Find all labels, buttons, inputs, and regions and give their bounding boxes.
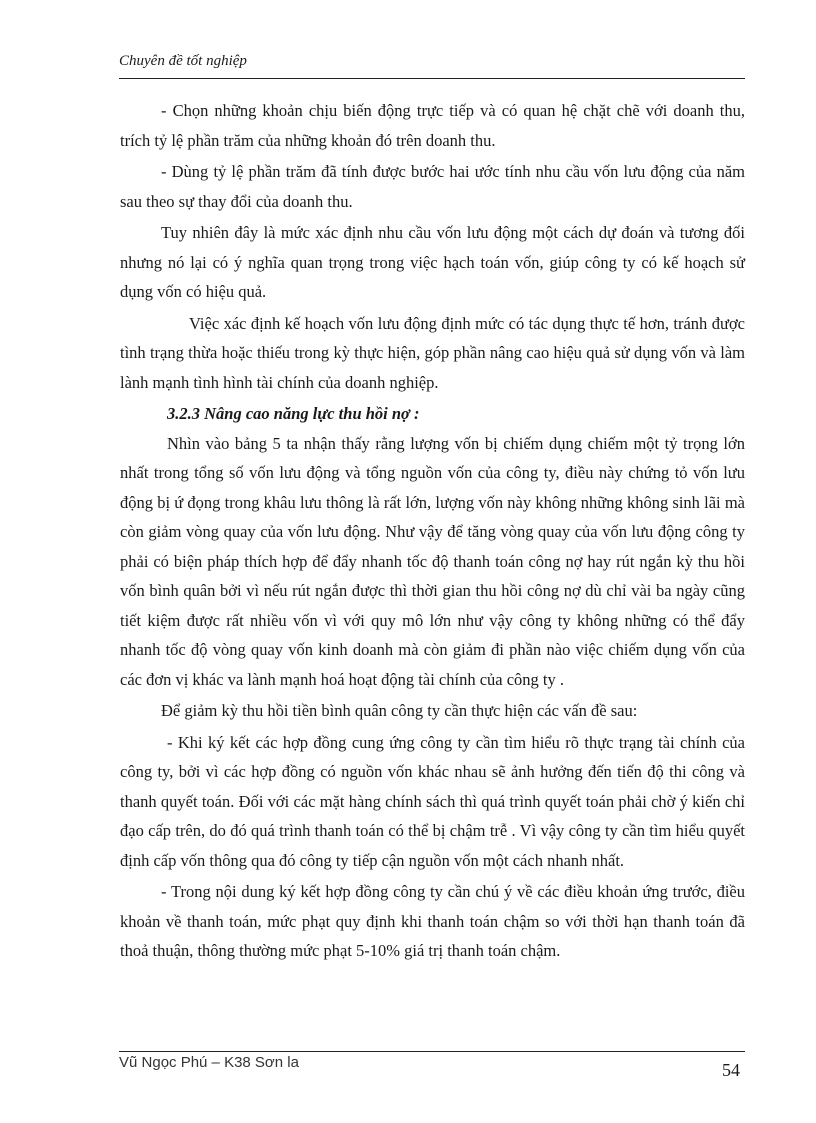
paragraph: Nhìn vào bảng 5 ta nhận thấy rằng lượng vốn bị chiếm dụng chiếm một tỷ trọng lớn nhất trong tổng số vốn lưu động và tổng nguồn vốn của công ty, điều này chứng tỏ vốn lưu động bị ứ đọng trong khâu lưu thông là rất lớn, lượng vốn này không những không sinh lãi mà còn giảm vòng quay của vốn lưu động. Như vậy để tăng vòng quay của vốn lưu động công ty phải có biện pháp thích hợp để đẩy nhanh tốc độ thanh toán công nợ hay rút ngắn kỳ thu hồi vốn bình quân bởi vì nếu rút ngắn được thì thời gian thu hồi công nợ dù chỉ vài ba ngày cũng tiết kiệm được rất nhiều vốn vì với quy mô lớn như vậy công ty không những có thể đẩy nhanh tốc độ vòng quay vốn kinh doanh mà còn giảm đi phần nào việc chiếm dụng vốn của các đơn vị khác va lành mạnh hoá hoạt động tài chính của công ty .: [120, 433, 745, 689]
header-title: Chuyên đề tốt nghiệp: [119, 53, 247, 69]
paragraph-bullet: - Khi ký kết các hợp đồng cung ứng công ty cần tìm hiểu rõ thực trạng tài chính của công ty, bởi vì các hợp đồng có nguồn vốn khác nhau sẽ ảnh hưởng đến tiến độ thi công và thanh quyết toán. Đối với các mặt hàng chính sách thì quá trình quyết toán phải chờ ý kiến chỉ đạo cấp trên, do đó quá trình thanh toán có thể bị chậm trễ . Vì vậy công ty cần tìm hiểu quyết định cấp vốn thông qua đó công ty tiếp cận nguồn vốn một cách nhanh nhất.: [120, 732, 745, 870]
paragraph-bullet: - Chọn những khoản chịu biến động trực tiếp và có quan hệ chặt chẽ với doanh thu, trích tỷ lệ phần trăm của những khoản đó trên doanh thu.: [120, 101, 745, 150]
paragraph: Việc xác định kế hoạch vốn lưu động định mức có tác dụng thực tế hơn, tránh được tình trạng thừa hoặc thiếu trong kỳ thực hiện, góp phần nâng cao hiệu quả sử dụng vốn và làm lành mạnh tình hình tài chính của doanh nghiệp.: [120, 313, 745, 392]
paragraph: Tuy nhiên đây là mức xác định nhu cầu vốn lưu động một cách dự đoán và tương đối nhưng nó lại có ý nghĩa quan trọng trong việc hạch toán vốn, giúp công ty có kế hoạch sử dụng vốn có hiệu quả.: [120, 223, 745, 301]
paragraph-bullet: - Dùng tỷ lệ phần trăm đã tính được bước hai ước tính nhu cầu vốn lưu động của năm sau theo sự thay đổi của doanh thu.: [120, 162, 745, 211]
body-content: [120, 96, 745, 968]
page-header: [119, 50, 745, 79]
page-footer: [119, 1051, 745, 1080]
paragraph: Để giảm kỳ thu hồi tiền bình quân công ty cần thực hiện các vấn đề sau:: [161, 701, 638, 720]
footer-author: Vũ Ngọc Phú – K38 Sơn la: [119, 1054, 299, 1071]
page-number: 54: [722, 1060, 740, 1080]
section-heading: 3.2.3 Nâng cao năng lực thu hồi nợ :: [167, 404, 420, 423]
paragraph-bullet: - Trong nội dung ký kết hợp đồng công ty cần chú ý về các điều khoản ứng trước, điều khoản về thanh toán, mức phạt quy định khi thanh toán chậm so với thời hạn thanh toán đã thoả thuận, thông thường mức phạt 5-10% giá trị thanh toán chậm.: [120, 882, 745, 960]
